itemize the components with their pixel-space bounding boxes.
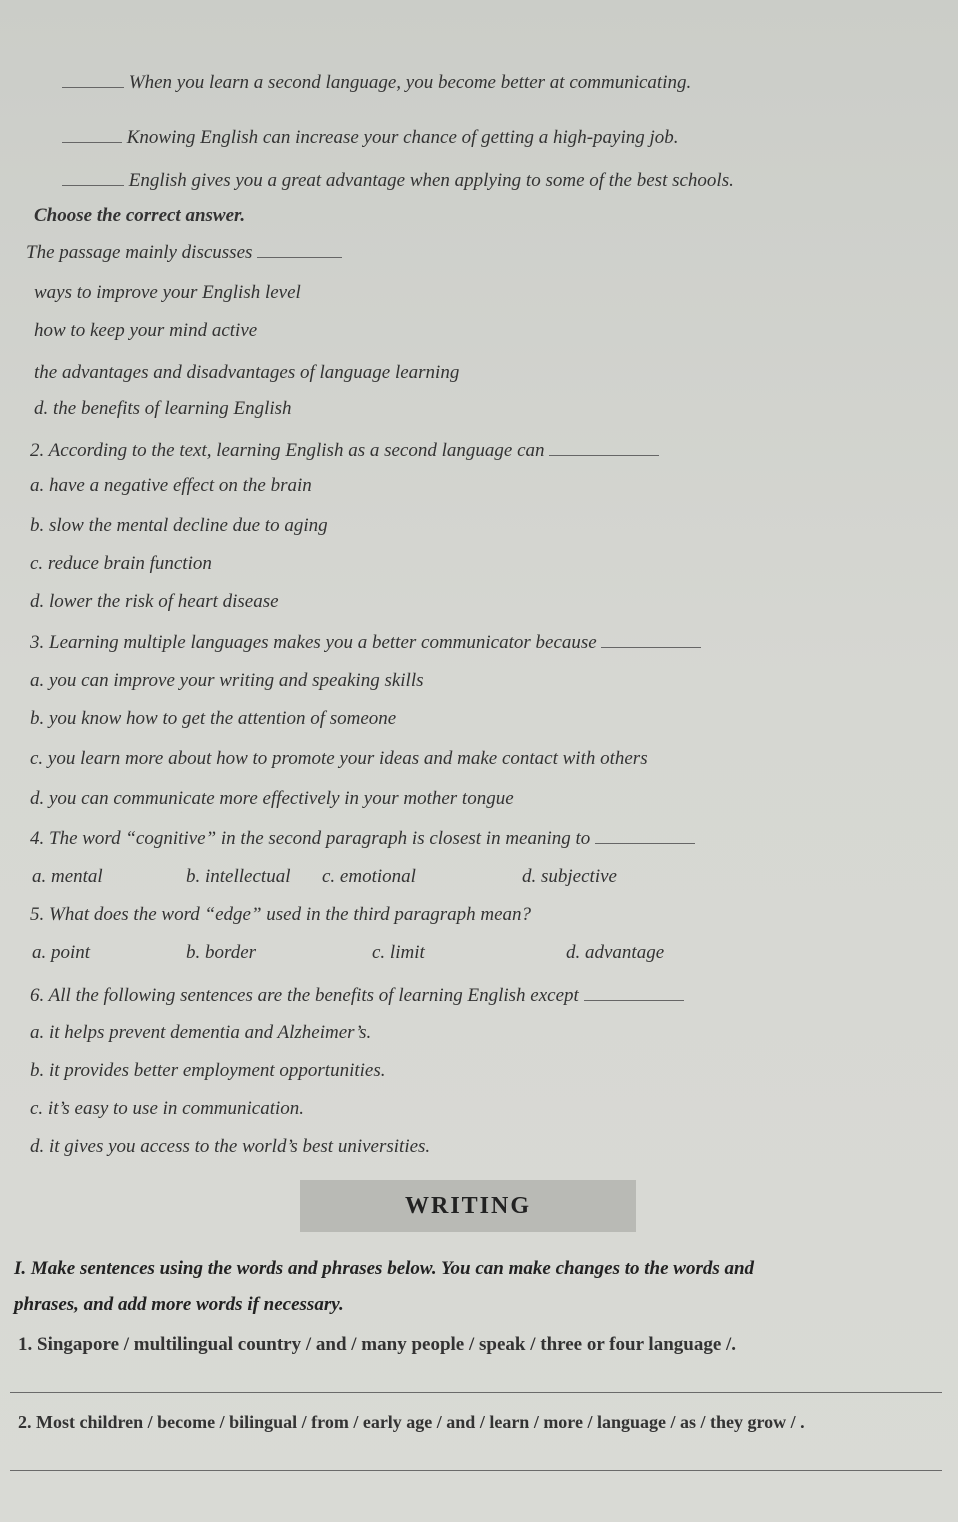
question-1-stem: The passage mainly discusses	[26, 242, 342, 264]
q3-option-a[interactable]: a. you can improve your writing and speaking skills	[30, 670, 424, 691]
section-heading: Choose the correct answer.	[34, 205, 246, 226]
question-2-stem: 2. According to the text, learning English as a second language can	[30, 440, 659, 462]
q4-option-b[interactable]: b. intellectual	[186, 866, 291, 887]
q4-options	[0, 866, 958, 890]
answer-blank[interactable]	[257, 256, 342, 258]
tf-statement-1: When you learn a second language, you become better at communicating.	[62, 72, 691, 94]
answer-blank[interactable]	[62, 86, 124, 88]
q1-option-b[interactable]: how to keep your mind active	[34, 320, 258, 341]
q5-option-a[interactable]: a. point	[32, 942, 91, 963]
q3-option-b[interactable]: b. you know how to get the attention of someone	[30, 708, 397, 729]
q5-option-c[interactable]: c. limit	[372, 942, 425, 963]
q4-option-d[interactable]: d. subjective	[522, 866, 617, 887]
q5-option-b[interactable]: b. border	[186, 942, 257, 963]
question-4-stem: 4. The word “cognitive” in the second paragraph is closest in meaning to	[30, 828, 695, 850]
writing-answer-line-2[interactable]	[10, 1470, 942, 1471]
q5-options	[0, 942, 958, 966]
answer-blank[interactable]	[62, 184, 124, 186]
answer-blank[interactable]	[595, 842, 695, 844]
q1-option-c[interactable]: the advantages and disadvantages of language learning	[34, 362, 460, 383]
q6-option-b[interactable]: b. it provides better employment opportunities.	[30, 1060, 386, 1081]
q4-option-c[interactable]: c. emotional	[322, 866, 416, 887]
q6-option-d[interactable]: d. it gives you access to the world’s best universities.	[30, 1136, 431, 1157]
q2-option-c[interactable]: c. reduce brain function	[30, 553, 212, 574]
question-5-stem: 5. What does the word “edge” used in the third paragraph mean?	[30, 904, 532, 925]
tf-statement-3: English gives you a great advantage when applying to some of the best schools.	[62, 170, 734, 192]
answer-blank[interactable]	[584, 999, 684, 1001]
writing-instruction-line-2: phrases, and add more words if necessary.	[14, 1294, 344, 1315]
q3-option-d[interactable]: d. you can communicate more effectively in your mother tongue	[30, 788, 514, 809]
q3-option-c[interactable]: c. you learn more about how to promote your ideas and make contact with others	[30, 748, 648, 769]
question-6-stem: 6. All the following sentences are the benefits of learning English except	[30, 985, 684, 1007]
q5-option-d[interactable]: d. advantage	[566, 942, 665, 963]
writing-item-2: 2. Most children / become / bilingual / from / early age / and / learn / more / language / as / they grow / .	[18, 1412, 805, 1432]
writing-answer-line-1[interactable]	[10, 1392, 942, 1393]
tf-statement-2: Knowing English can increase your chance of getting a high-paying job.	[62, 127, 679, 149]
answer-blank[interactable]	[549, 454, 659, 456]
q1-option-d[interactable]: d. the benefits of learning English	[34, 398, 292, 419]
answer-blank[interactable]	[62, 141, 122, 143]
q2-option-a[interactable]: a. have a negative effect on the brain	[30, 475, 312, 496]
answer-blank[interactable]	[601, 646, 701, 648]
question-3-stem: 3. Learning multiple languages makes you a better communicator because	[30, 632, 701, 654]
q2-option-b[interactable]: b. slow the mental decline due to aging	[30, 515, 328, 536]
q4-option-a[interactable]: a. mental	[32, 866, 103, 887]
writing-section-banner	[300, 1180, 636, 1232]
q2-option-d[interactable]: d. lower the risk of heart disease	[30, 591, 279, 612]
q1-option-a[interactable]: ways to improve your English level	[34, 282, 301, 303]
writing-item-1: 1. Singapore / multilingual country / and / many people / speak / three or four language /.	[18, 1334, 737, 1355]
q6-option-c[interactable]: c. it’s easy to use in communication.	[30, 1098, 305, 1119]
q6-option-a[interactable]: a. it helps prevent dementia and Alzheimer’s.	[30, 1022, 372, 1043]
writing-instruction-line-1: I. Make sentences using the words and phrases below. You can make changes to the words and	[14, 1258, 755, 1279]
writing-title: WRITING	[404, 1192, 532, 1219]
